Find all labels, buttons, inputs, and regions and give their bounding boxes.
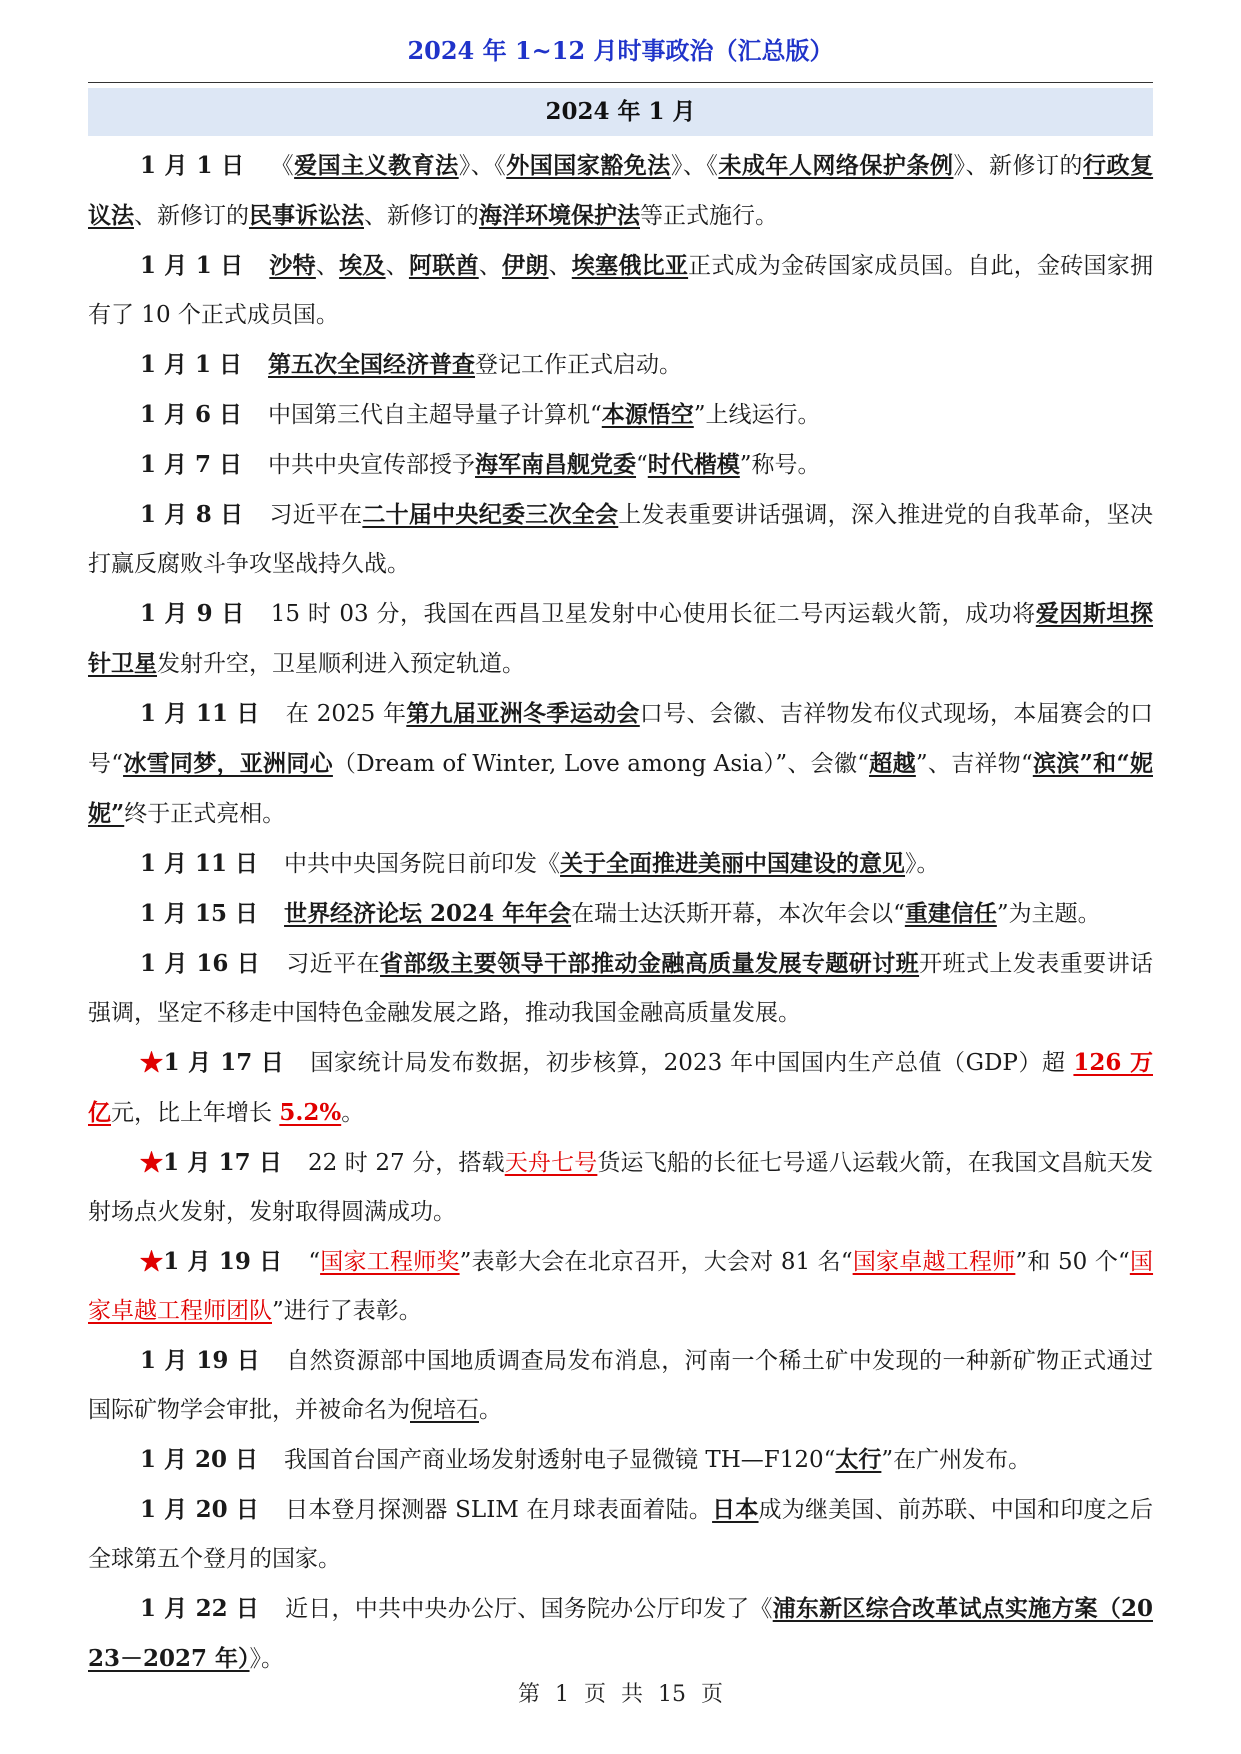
event-text: 《	[270, 153, 295, 179]
highlighted-term: 爱国主义教育法	[294, 152, 459, 179]
event-entry	[88, 1435, 1153, 1485]
highlighted-term: 126 万亿	[88, 1049, 1153, 1126]
star-icon: ★	[140, 1049, 164, 1076]
event-date-text: 1 月 15 日	[140, 900, 259, 927]
event-text: 等正式施行。	[640, 203, 778, 229]
event-date-text: 1 月 17 日	[163, 1149, 282, 1176]
event-date	[140, 1446, 258, 1473]
event-text: 》、新修订的	[953, 153, 1084, 179]
event-text: ”表彰大会在北京召开，大会对 81 名“	[459, 1249, 853, 1275]
event-text: 。	[479, 1397, 502, 1423]
event-date	[140, 152, 245, 179]
highlighted-term: 本源悟空	[601, 401, 694, 428]
event-date-text: 1 月 20 日	[140, 1496, 260, 1523]
event-date	[140, 900, 258, 927]
event-date-text: 1 月 19 日	[140, 1347, 261, 1374]
event-text: 22 时 27 分，搭载	[308, 1150, 505, 1176]
highlighted-term: 未成年人网络保护条例	[718, 152, 954, 179]
event-text: 》、《	[458, 153, 507, 179]
event-date-text: 1 月 19 日	[163, 1248, 283, 1275]
highlighted-term: 国家卓越工程师	[852, 1249, 1016, 1275]
event-entry	[88, 1584, 1153, 1684]
highlighted-term: 二十届中央纪委三次全会	[362, 501, 619, 528]
event-entry	[88, 1138, 1153, 1237]
highlighted-term: 第五次全国经济普查	[268, 351, 476, 378]
event-date-text: 1 月 7 日	[140, 451, 243, 478]
event-text: “	[636, 452, 648, 478]
event-date	[140, 501, 243, 528]
event-text: 日本登月探测器 SLIM 在月球表面着陆。	[285, 1497, 713, 1523]
event-text: 在 2025 年	[285, 701, 407, 727]
event-text: 、新修订的	[364, 203, 479, 229]
event-date-text: 1 月 16 日	[140, 950, 261, 977]
event-text: 。	[341, 1100, 365, 1126]
event-text: 在瑞士达沃斯开幕，本次年会以“	[571, 901, 905, 927]
event-text: “	[308, 1249, 321, 1275]
event-text: 》、《	[670, 153, 719, 179]
event-entry	[88, 490, 1153, 589]
event-date-text: 1 月 6 日	[140, 401, 243, 428]
month-heading: 2024 年 1 月	[88, 88, 1153, 136]
event-text: （Dream of Winter, Love among Asia）”、会徽“	[332, 751, 869, 777]
highlighted-term: 重建信任	[904, 900, 997, 927]
event-text: 登记工作正式启动。	[475, 352, 683, 378]
event-entry	[88, 1485, 1153, 1584]
event-text: 自然资源部中国地质调查局发布消息，河南一个稀土矿中发现的一种新矿物正式通过国际矿物学会审批，并被命名为	[88, 1348, 1153, 1423]
event-date	[140, 451, 242, 478]
event-entry	[88, 839, 1153, 889]
event-text: 、	[385, 253, 409, 279]
highlighted-term: 天舟七号	[504, 1150, 598, 1176]
event-text: ”为主题。	[996, 901, 1101, 927]
document-header-title: 2024 年 1~12 月时事政治（汇总版）	[407, 36, 834, 65]
event-text: 》。	[249, 1646, 285, 1672]
highlighted-term: 5.2%	[279, 1099, 342, 1126]
highlighted-term: 民事诉讼法	[249, 202, 364, 229]
event-date-text: 1 月 1 日	[140, 252, 244, 279]
page-number: 第 1 页 共 15 页	[518, 1682, 723, 1707]
event-date	[140, 1049, 284, 1076]
event-date	[140, 950, 260, 977]
highlighted-term: 阿联酋	[408, 252, 479, 279]
highlighted-term: 日本	[712, 1496, 759, 1523]
event-date-text: 1 月 1 日	[140, 152, 245, 179]
highlighted-term: 冰雪同梦，亚洲同心	[123, 750, 333, 777]
highlighted-term: 国家卓越工程师团队	[88, 1249, 1154, 1324]
event-text: 、新修订的	[134, 203, 249, 229]
event-entry	[88, 689, 1153, 839]
event-date	[140, 351, 242, 378]
event-entry	[88, 889, 1153, 939]
highlighted-term: 关于全面推进美丽中国建设的意见	[560, 850, 906, 877]
event-text: 开班式上发表重要讲话强调，坚定不移走中国特色金融发展之路，推动我国金融高质量发展。	[88, 951, 1154, 1026]
event-date	[140, 1347, 260, 1374]
event-date-text: 1 月 8 日	[140, 501, 244, 528]
event-date-text: 1 月 11 日	[140, 850, 259, 877]
event-text: ”上线运行。	[693, 402, 821, 428]
event-date-text: 1 月 9 日	[140, 600, 245, 627]
event-date	[140, 1496, 259, 1523]
event-entry	[88, 340, 1153, 390]
highlighted-term: 沙特	[269, 252, 316, 279]
event-date	[140, 850, 258, 877]
highlighted-term: 埃塞俄比亚	[571, 252, 689, 279]
event-text: 上发表重要讲话强调，深入推进党的自我革命，坚决打赢反腐败斗争攻坚战持久战。	[88, 502, 1154, 577]
event-entry	[88, 589, 1153, 689]
event-text: ”和 50 个“	[1015, 1249, 1130, 1275]
event-text: 正式成为金砖国家成员国。自此，金砖国家拥有了 10 个正式成员国。	[88, 253, 1154, 328]
event-date	[140, 700, 260, 727]
event-date	[140, 1595, 259, 1622]
event-text: ”称号。	[739, 452, 821, 478]
highlighted-term: 爱因斯坦探针卫星	[88, 600, 1154, 677]
event-text: 中共中央国务院日前印发《	[284, 851, 561, 877]
event-entry	[88, 390, 1153, 440]
event-text: 、	[315, 253, 340, 279]
highlighted-term: 国家工程师奖	[320, 1249, 460, 1275]
event-date-text: 1 月 1 日	[140, 351, 243, 378]
event-text: 成为继美国、前苏联、中国和印度之后全球第五个登月的国家。	[88, 1497, 1153, 1572]
event-text: 元，比上年增长	[111, 1100, 280, 1126]
event-text: 货运飞船的长征七号遥八运载火箭，在我国文昌航天发射场点火发射，发射取得圆满成功。	[88, 1150, 1154, 1225]
event-text: 口号、会徽、吉祥物发布仪式现场，本届赛会的口号“	[88, 701, 1154, 777]
event-text: 终于正式亮相。	[124, 801, 286, 827]
event-date	[140, 1149, 282, 1176]
event-date	[140, 1248, 282, 1275]
highlighted-term: 超越	[869, 750, 916, 777]
highlighted-term: 省部级主要领导干部推动金融高质量发展专题研讨班	[380, 950, 920, 977]
event-text: 国家统计局发布数据，初步核算，2023 年中国国内生产总值（GDP）超	[310, 1050, 1074, 1076]
event-text: 习近平在	[286, 951, 380, 977]
highlighted-term: 世界经济论坛 2024 年年会	[284, 900, 572, 927]
event-text: 、	[548, 253, 572, 279]
event-entry	[88, 1336, 1153, 1435]
event-entry	[88, 440, 1153, 490]
event-text: 我国首台国产商业场发射透射电子显微镜 TH—F120“	[284, 1447, 836, 1473]
event-text: 中共中央宣传部授予	[268, 452, 476, 478]
highlighted-term: 行政复议法	[88, 152, 1154, 229]
header-divider	[88, 82, 1153, 83]
event-text: 》。	[905, 851, 940, 877]
highlighted-term: 太行	[835, 1446, 882, 1473]
event-text: 15 时 03 分，我国在西昌卫星发射中心使用长征二号丙运载火箭，成功将	[270, 601, 1036, 627]
star-icon: ★	[140, 1248, 164, 1275]
event-text: 发射升空，卫星顺利进入预定轨道。	[157, 651, 525, 677]
highlighted-term: 伊朗	[502, 252, 549, 279]
event-entry	[88, 939, 1153, 1038]
event-date-text: 1 月 11 日	[140, 700, 260, 727]
event-date-text: 1 月 22 日	[140, 1595, 260, 1622]
event-list	[88, 141, 1153, 1684]
event-text: ”进行了表彰。	[272, 1298, 422, 1324]
event-text: 近日，中共中央办公厅、国务院办公厅印发了《	[285, 1596, 773, 1622]
event-text: 、	[478, 253, 502, 279]
highlighted-term: 海军南昌舰党委	[475, 451, 637, 478]
highlighted-term: 埃及	[339, 252, 386, 279]
event-text: 中国第三代自主超导量子计算机“	[268, 402, 602, 428]
event-date	[140, 252, 243, 279]
event-entry	[88, 241, 1153, 340]
event-text: 习近平在	[269, 502, 363, 528]
event-date-text: 1 月 20 日	[140, 1446, 259, 1473]
highlighted-term: 滨滨”和“妮妮”	[88, 750, 1153, 827]
highlighted-term: 海洋环境保护法	[479, 202, 640, 229]
highlighted-term: 倪培石	[410, 1397, 479, 1423]
event-text: ”、吉祥物“	[915, 751, 1033, 777]
highlighted-term: 浦东新区综合改革试点实施方案（2023－2027 年）	[88, 1595, 1153, 1672]
event-text: ”在广州发布。	[881, 1447, 1032, 1473]
event-entry	[88, 1237, 1153, 1336]
highlighted-term: 第九届亚洲冬季运动会	[406, 700, 640, 727]
star-icon: ★	[140, 1149, 164, 1176]
event-date	[140, 600, 245, 627]
highlighted-term: 外国国家豁免法	[506, 152, 671, 179]
event-entry	[88, 141, 1153, 241]
event-date	[140, 401, 242, 428]
event-entry	[88, 1038, 1153, 1138]
event-date-text: 1 月 17 日	[163, 1049, 285, 1076]
highlighted-term: 时代楷模	[647, 451, 740, 478]
